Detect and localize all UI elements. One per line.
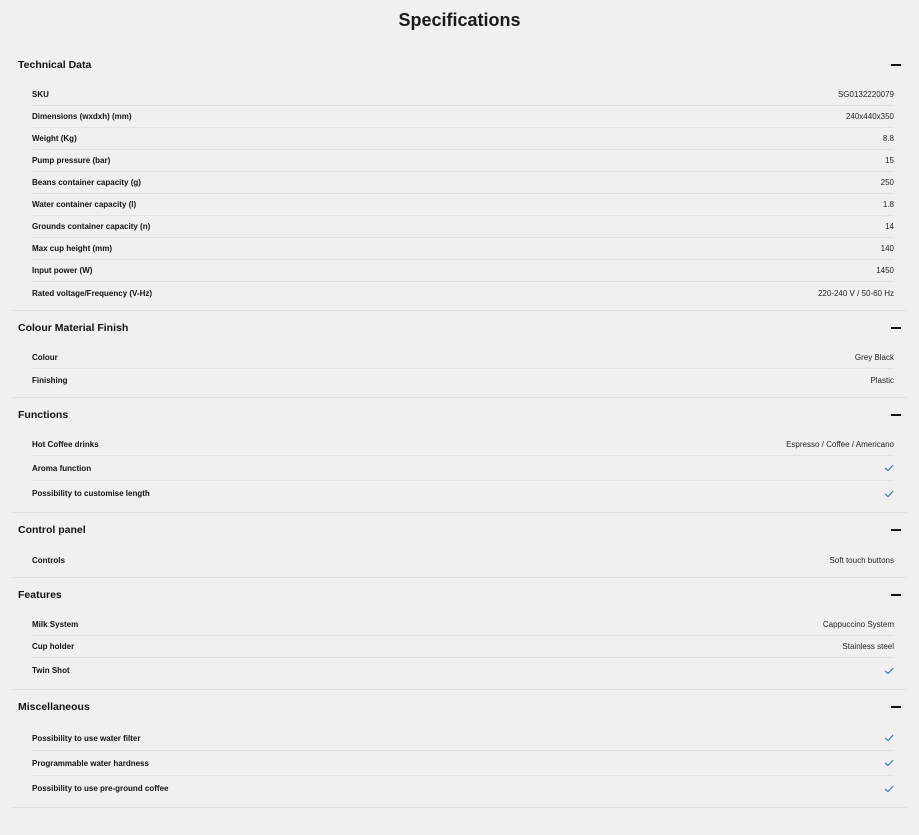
spec-row	[32, 172, 894, 194]
spec-label: Grounds container capacity (n)	[32, 222, 151, 231]
spec-row	[32, 106, 894, 128]
section-title: Colour Material Finish	[18, 322, 129, 334]
spec-row	[32, 481, 894, 506]
spec-label: Cup holder	[32, 642, 75, 651]
minus-icon[interactable]	[891, 594, 901, 596]
spec-row	[32, 128, 894, 150]
spec-label: Pump pressure (bar)	[32, 156, 111, 165]
spec-value: Espresso / Coffee / Americano	[786, 440, 894, 449]
section-title: Miscellaneous	[18, 701, 90, 713]
spec-value: Grey Black	[854, 353, 894, 362]
spec-row	[32, 150, 894, 172]
spec-rows	[12, 612, 907, 689]
spec-section	[12, 311, 907, 398]
spec-row	[32, 216, 894, 238]
spec-row	[32, 726, 894, 751]
section-title: Features	[18, 589, 62, 601]
spec-value: 240x440x350	[845, 112, 894, 121]
spec-label: Hot Coffee drinks	[32, 440, 99, 449]
spec-label: Dimensions (wxdxh) (mm)	[32, 112, 132, 121]
minus-icon[interactable]	[891, 64, 901, 66]
spec-rows	[12, 82, 907, 310]
spec-value: 8.8	[882, 134, 894, 143]
spec-section	[12, 398, 907, 513]
spec-row	[32, 347, 894, 369]
spec-value: Stainless steel	[842, 642, 894, 651]
spec-row	[32, 238, 894, 260]
spec-label: Possibility to customise length	[32, 489, 150, 498]
check-icon	[884, 463, 894, 473]
minus-icon[interactable]	[891, 327, 901, 329]
spec-row	[32, 369, 894, 391]
spec-label: Aroma function	[32, 463, 92, 473]
section-header[interactable]	[12, 311, 907, 345]
spec-value: 1450	[876, 266, 894, 275]
spec-label: Colour	[32, 353, 58, 362]
section-header[interactable]	[12, 578, 907, 612]
spec-value: 140	[880, 244, 894, 253]
spec-row	[32, 614, 894, 636]
spec-label: Possibility to use pre-ground coffee	[32, 784, 169, 793]
section-header[interactable]	[12, 513, 907, 547]
spec-section	[12, 513, 907, 578]
spec-row	[32, 456, 894, 481]
spec-label: Water container capacity (l)	[32, 200, 137, 209]
spec-label: Programmable water hardness	[32, 758, 149, 768]
spec-rows	[12, 345, 907, 397]
spec-value: Cappuccino System	[822, 620, 894, 629]
section-title: Control panel	[18, 524, 86, 536]
spec-section	[12, 578, 907, 690]
spec-value: 15	[885, 156, 894, 165]
spec-value: 14	[885, 222, 894, 231]
spec-label: Finishing	[32, 375, 68, 385]
check-icon	[884, 733, 894, 743]
spec-row	[32, 260, 894, 282]
spec-row	[32, 658, 894, 683]
spec-label: Max cup height (mm)	[32, 244, 113, 253]
check-icon	[884, 758, 894, 768]
spec-label: SKU	[32, 90, 49, 99]
section-header[interactable]	[12, 690, 907, 724]
spec-section	[12, 48, 907, 311]
spec-label: Controls	[32, 555, 65, 565]
spec-value: SG0132220079	[837, 90, 894, 99]
page-title: Specifications	[398, 10, 521, 30]
specifications-accordion	[12, 48, 907, 808]
section-title: Technical Data	[18, 59, 92, 71]
spec-value: 250	[880, 178, 894, 187]
minus-icon[interactable]	[891, 414, 901, 416]
spec-row	[32, 434, 894, 456]
section-header[interactable]	[12, 48, 907, 82]
spec-rows	[12, 724, 907, 807]
check-icon	[884, 784, 894, 794]
spec-row	[32, 776, 894, 801]
spec-value: 1.8	[882, 200, 894, 209]
spec-rows	[12, 432, 907, 512]
spec-value: Plastic	[870, 375, 894, 385]
spec-section	[12, 690, 907, 808]
section-header[interactable]	[12, 398, 907, 432]
spec-row	[32, 549, 894, 571]
spec-row	[32, 84, 894, 106]
spec-row	[32, 194, 894, 216]
spec-value: 220-240 V / 50-60 Hz	[817, 288, 894, 298]
spec-row	[32, 282, 894, 304]
spec-rows	[12, 547, 907, 577]
minus-icon[interactable]	[891, 529, 901, 531]
check-icon	[884, 489, 894, 499]
spec-label: Input power (W)	[32, 266, 93, 275]
spec-label: Weight (Kg)	[32, 134, 77, 143]
minus-icon[interactable]	[891, 706, 901, 708]
section-title: Functions	[18, 409, 69, 421]
spec-row	[32, 636, 894, 658]
spec-label: Beans container capacity (g)	[32, 178, 141, 187]
check-icon	[884, 666, 894, 676]
spec-label: Rated voltage/Frequency (V-Hz)	[32, 288, 153, 298]
spec-value: Soft touch buttons	[829, 555, 894, 565]
spec-label: Milk System	[32, 620, 79, 629]
spec-label: Possibility to use water filter	[32, 733, 141, 743]
spec-row	[32, 751, 894, 776]
spec-label: Twin Shot	[32, 666, 70, 675]
